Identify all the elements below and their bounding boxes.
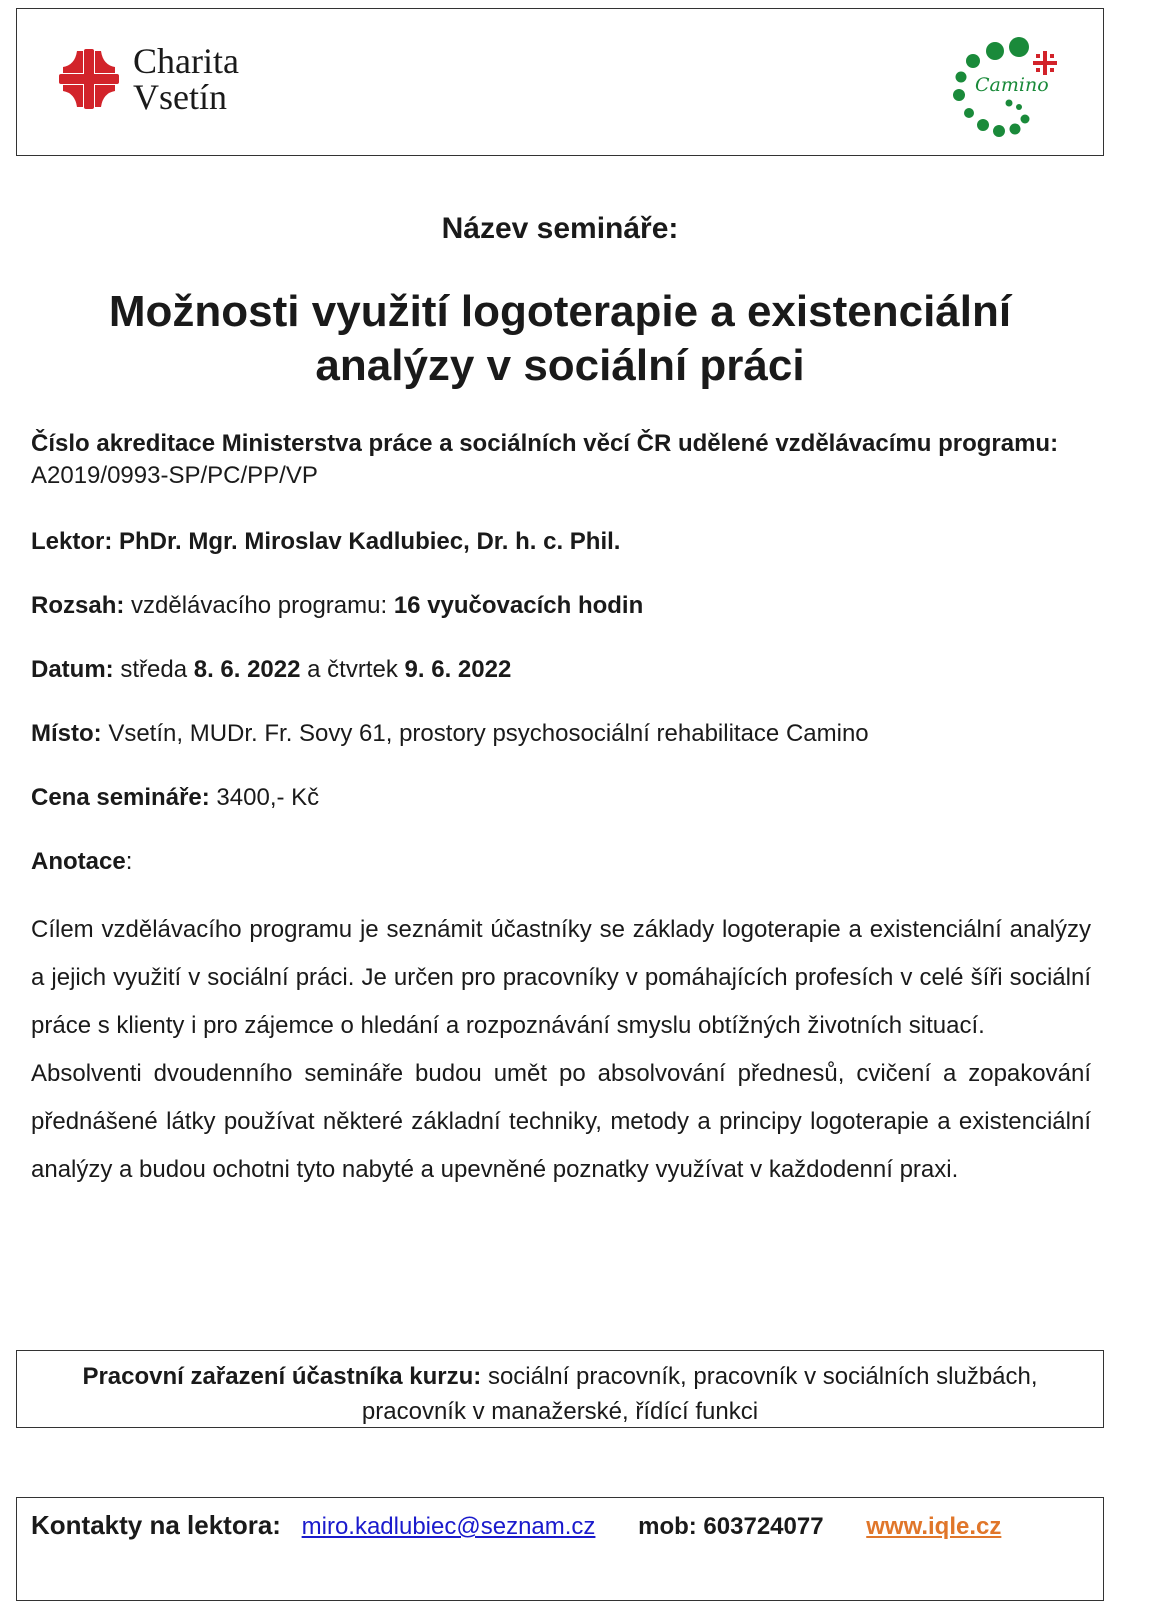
- annotation-paragraph-1: Cílem vzdělávacího programu je seznámit účastníky se základy logoterapie a existenciální analýzy a jejich využití v sociální práci. Je určen pro pracovníky v pomáhajících profesích v celé šíři sociální práce s klienty i pro zájemce o hledání a rozpoznávání smyslu obtížných životních situací.: [31, 916, 1091, 1039]
- price-line: [31, 782, 1101, 814]
- date-connector: a čtvrtek: [307, 656, 398, 683]
- place-line: [31, 718, 1101, 750]
- caritas-cross-icon: [57, 47, 121, 111]
- camino-logo-text: Camino: [975, 74, 1049, 96]
- lector-label: Lektor:: [31, 528, 113, 555]
- charita-logo: [57, 43, 239, 115]
- accreditation-label: Číslo akreditace Ministerstva práce a sociálních věcí ČR udělené vzdělávacímu programu:: [31, 430, 1059, 457]
- date-first: 8. 6. 2022: [193, 656, 301, 683]
- accreditation-value: A2019/0993-SP/PC/PP/VP: [31, 462, 318, 489]
- date-second: 9. 6. 2022: [404, 656, 512, 683]
- place-label: Místo:: [31, 720, 102, 747]
- charita-logo-line2: Vsetín: [133, 77, 227, 117]
- annotation-text: [31, 906, 1091, 1194]
- accreditation-line: [31, 428, 1101, 492]
- contact-row: [31, 1510, 1001, 1542]
- scope-value: 16 vyučovacích hodin: [393, 592, 644, 619]
- date-day1: středa: [120, 656, 188, 683]
- place-value: Vsetín, MUDr. Fr. Sovy 61, prostory psychosociální rehabilitace Camino: [108, 720, 869, 747]
- contact-box: [16, 1497, 1104, 1601]
- caritas-cross-icon: [1033, 51, 1057, 75]
- charita-logo-line1: Charita: [133, 41, 239, 81]
- position-value: sociální pracovník, pracovník v sociálních službách, pracovník v manažerské, řídící funkci: [361, 1363, 1038, 1425]
- annotation-label: Anotace: [31, 848, 126, 875]
- email-link[interactable]: miro.kadlubiec@seznam.cz: [301, 1513, 596, 1540]
- position-box: [16, 1350, 1104, 1428]
- lector-value: PhDr. Mgr. Miroslav Kadlubiec, Dr. h. c. Phil.: [119, 528, 621, 555]
- price-label: Cena semináře:: [31, 784, 210, 811]
- position-text: [57, 1359, 1063, 1429]
- scope-text: vzdělávacího programu:: [131, 592, 388, 619]
- camino-logo: [939, 33, 1059, 145]
- seminar-title: Možnosti využití logoterapie a existenciální analýzy v sociální práci: [108, 287, 1012, 390]
- seminar-heading: Název semináře:: [441, 212, 679, 245]
- date-line: [31, 654, 1101, 686]
- annotation-paragraph-2: Absolventi dvoudenního semináře budou umět po absolvování přednesů, cvičení a zopakování přednášené látky používat některé základní techniky, metody a principy logoterapie a existenciální analýzy a budou ochotni tyto nabyté a upevněné poznatky využívat v každodenní praxi.: [31, 1060, 1091, 1183]
- position-label: Pracovní zařazení účastníka kurzu:: [82, 1363, 482, 1390]
- header-box: [16, 8, 1104, 156]
- annotation-heading: Anotace:: [31, 848, 133, 875]
- contact-label: Kontakty na lektora:: [31, 1510, 281, 1540]
- scope-label: Rozsah:: [31, 592, 125, 619]
- mobile-number: mob: 603724077: [638, 1513, 824, 1540]
- website-link[interactable]: www.iqle.cz: [866, 1513, 1002, 1540]
- date-label: Datum:: [31, 656, 114, 683]
- price-value: 3400,- Kč: [216, 784, 320, 811]
- lector-line: [31, 526, 1101, 558]
- scope-line: [31, 590, 1101, 622]
